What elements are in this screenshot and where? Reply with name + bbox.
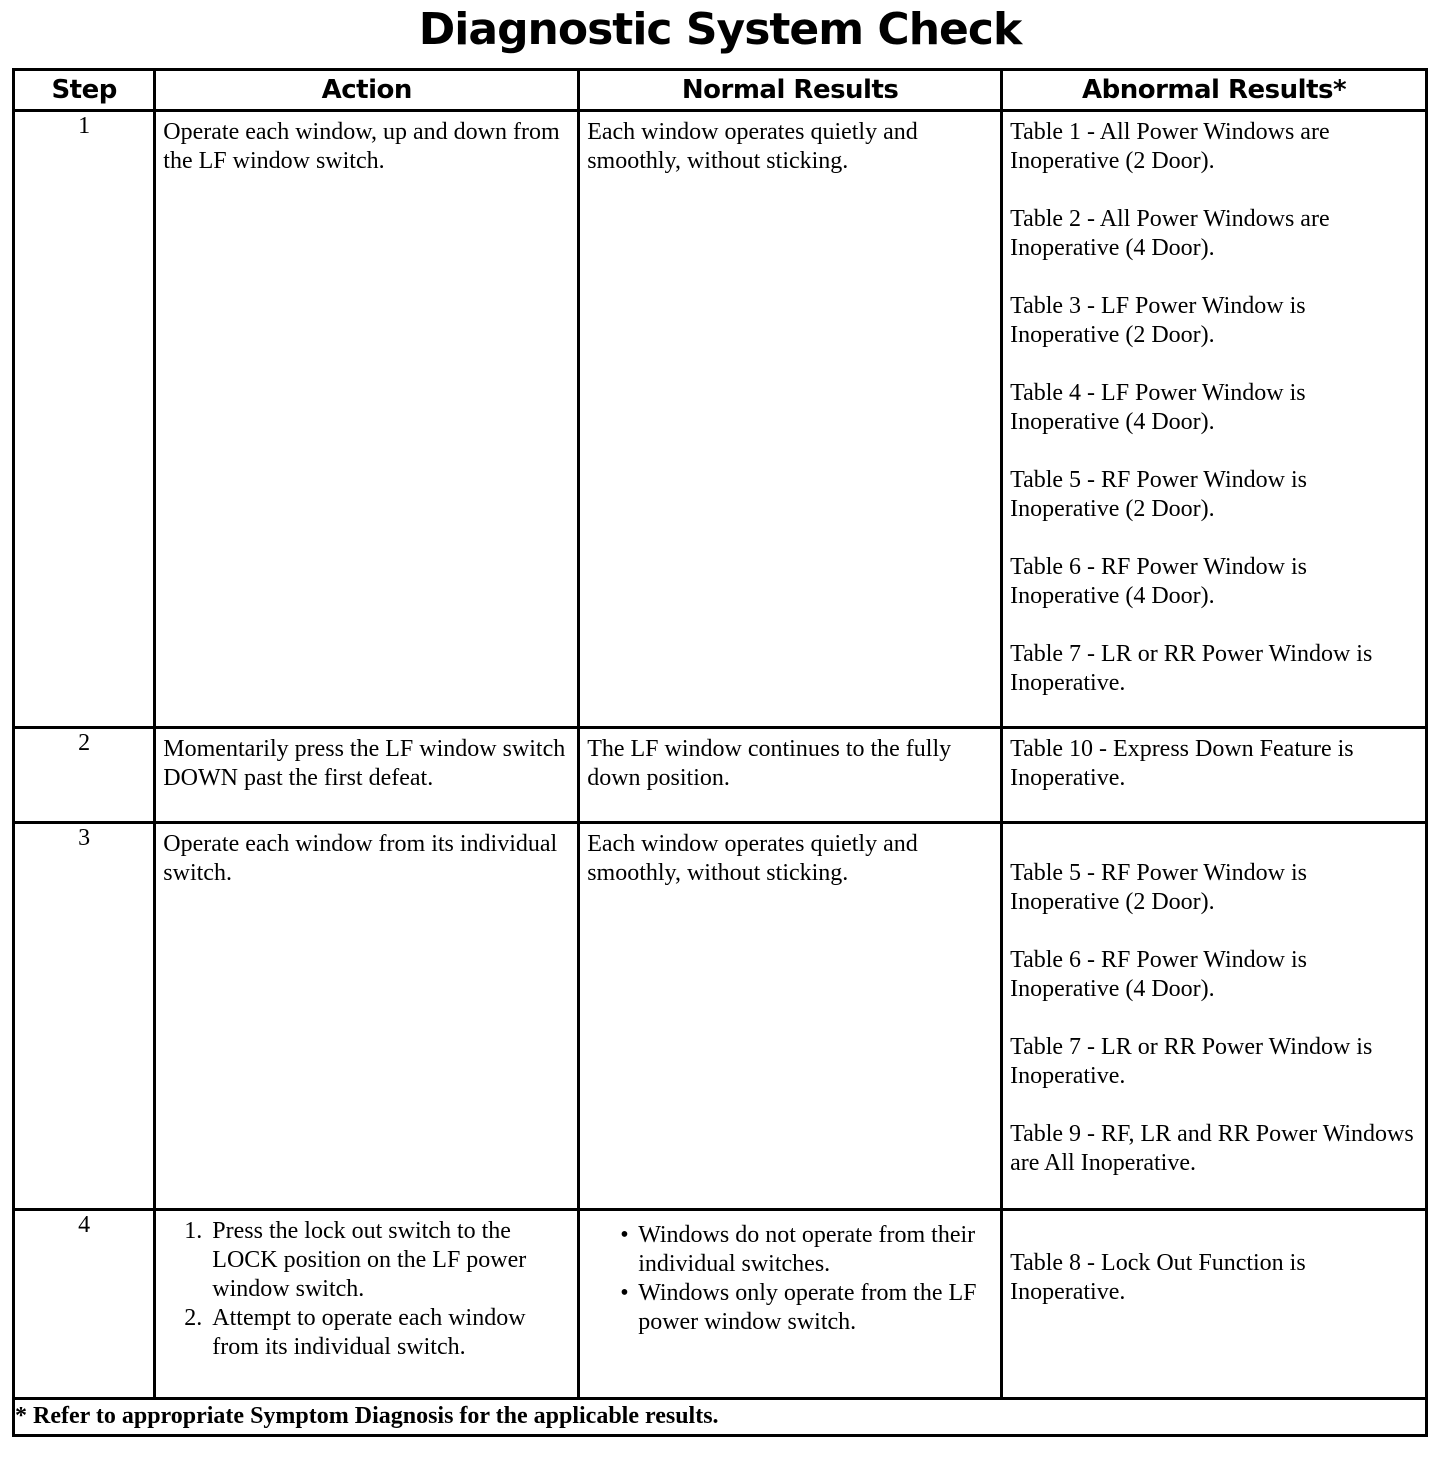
header-action: Action <box>155 70 579 111</box>
abnormal-results-cell <box>1002 1210 1427 1399</box>
abnormal-results-cell <box>1002 728 1427 823</box>
table-row <box>14 111 1427 728</box>
normal-results-cell <box>579 1210 1002 1399</box>
abnormal-result-item: Table 7 - LR or RR Power Window is Inoperative. <box>1010 641 1373 696</box>
bullet-icon: • <box>620 1280 629 1306</box>
table-row <box>14 728 1427 823</box>
action-cell <box>155 823 579 1210</box>
abnormal-result-item: Table 6 - RF Power Window is Inoperative (4 Door). <box>1010 554 1307 609</box>
bullet-icon: • <box>620 1222 629 1248</box>
abnormal-result-item: Table 4 - LF Power Window is Inoperative (4 Door). <box>1010 380 1306 435</box>
normal-results-text: Each window operates quietly and smoothly, without sticking. <box>587 831 918 886</box>
abnormal-results-cell <box>1002 111 1427 728</box>
footnote: * Refer to appropriate Symptom Diagnosis for the applicable results. <box>14 1399 1427 1436</box>
header-row <box>14 70 1427 111</box>
step-number: 2 <box>14 728 155 823</box>
action-step-item: 2. Attempt to operate each window from its individual switch. <box>208 1304 577 1362</box>
action-steps-list <box>156 1217 577 1362</box>
normal-result-item: Windows only operate from the LF power window switch. <box>638 1280 977 1335</box>
step-number: 1 <box>14 111 155 728</box>
action-cell <box>155 1210 579 1399</box>
abnormal-results-cell <box>1002 823 1427 1210</box>
header-normal-results: Normal Results <box>579 70 1002 111</box>
action-text: Operate each window, up and down from the LF window switch. <box>163 119 560 174</box>
abnormal-result-item: Table 5 - RF Power Window is Inoperative (2 Door). <box>1010 467 1307 522</box>
step-number: 3 <box>14 823 155 1210</box>
action-step-item: 1. Press the lock out switch to the LOCK position on the LF power window switch. <box>208 1217 577 1304</box>
abnormal-result-item: Table 5 - RF Power Window is Inoperative (2 Door). <box>1010 860 1307 915</box>
normal-results-text: The LF window continues to the fully down position. <box>587 736 952 791</box>
abnormal-result-item: Table 3 - LF Power Window is Inoperative (2 Door). <box>1010 293 1306 348</box>
normal-result-item: Windows do not operate from their individual switches. <box>638 1222 976 1277</box>
abnormal-result-item: Table 9 - RF, LR and RR Power Windows are All Inoperative. <box>1010 1121 1414 1176</box>
abnormal-result-item: Table 7 - LR or RR Power Window is Inoperative. <box>1010 1034 1373 1089</box>
normal-results-text: Each window operates quietly and smoothly, without sticking. <box>587 119 918 174</box>
header-step: Step <box>14 70 155 111</box>
action-text: Operate each window from its individual switch. <box>163 831 558 886</box>
action-cell <box>155 111 579 728</box>
normal-results-cell <box>579 111 1002 728</box>
abnormal-result-item: Table 2 - All Power Windows are Inoperative (4 Door). <box>1010 206 1330 261</box>
page-title: Diagnostic System Check <box>418 4 1022 55</box>
header-abnormal-results: Abnormal Results* <box>1002 70 1427 111</box>
normal-results-cell <box>579 728 1002 823</box>
abnormal-result-item: Table 1 - All Power Windows are Inoperative (2 Door). <box>1010 119 1330 174</box>
action-text: Momentarily press the LF window switch DOWN past the first defeat. <box>163 736 566 791</box>
abnormal-result-item: Table 6 - RF Power Window is Inoperative (4 Door). <box>1010 947 1307 1002</box>
abnormal-result-item: Table 10 - Express Down Feature is Inoperative. <box>1010 736 1354 791</box>
normal-results-cell <box>579 823 1002 1210</box>
step-number: 4 <box>14 1210 155 1399</box>
normal-results-list <box>580 1221 1000 1337</box>
table-row <box>14 1210 1427 1399</box>
abnormal-result-item: Table 8 - Lock Out Function is Inoperative. <box>1010 1250 1306 1305</box>
diagnostic-table <box>12 68 1428 1437</box>
table-row <box>14 823 1427 1210</box>
footnote-row <box>14 1399 1427 1436</box>
action-cell <box>155 728 579 823</box>
